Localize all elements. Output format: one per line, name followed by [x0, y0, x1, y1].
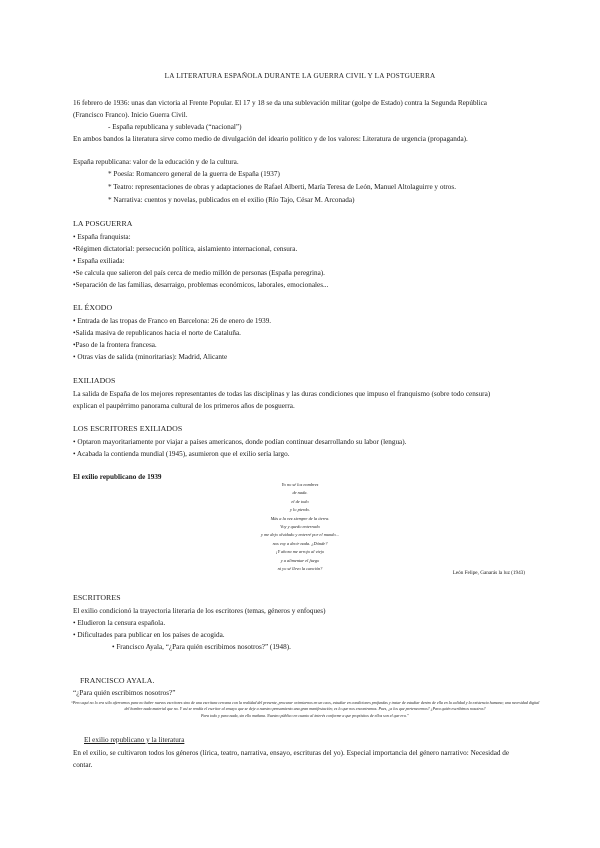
list-item: • España exiliada:	[73, 257, 125, 265]
section-heading: EL ÉXODO	[73, 303, 113, 312]
block-quote	[70, 700, 540, 719]
quote-text: Para todo y para nada, sin ello mañana. Nuestro público en cuanto al interés conforme a que propósitos de ellos son el que era.”	[201, 712, 409, 718]
paragraph-line: La salida de España de los mejores representantes de todas las disciplinas y las duras condiciones que impuso el franquismo (sobre todo censura)	[73, 390, 491, 398]
list-item: •Se calcula que salieron del país cerca de medio millón de personas (España peregrina).	[73, 269, 325, 277]
poem-line: y a alimentar el fuego	[280, 557, 320, 563]
list-item: • Optaron mayoritariamente por viajar a países americanos, donde podían continuar desarrollando su labor (lengua).	[73, 438, 407, 446]
poem-line: ni yo sé llevo la canción?	[277, 566, 323, 572]
paragraph-line: contar.	[73, 761, 93, 769]
section-heading: FRANCISCO AYALA.	[80, 676, 155, 685]
list-item: • España franquista:	[73, 233, 131, 241]
section-heading: EXILIADOS	[73, 376, 116, 385]
poem-attribution: León Felipe, Ganarás la luz (1943)	[452, 570, 525, 576]
paragraph-line: En el exilio, se cultivaron todos los géneros (lírica, teatro, narrativa, ensayo, escrituras del yo). Especial importancia del género narrativo: Necesidad de	[73, 749, 510, 757]
intro-line: En ambos bandos la literatura sirve como medio de divulgación del ideario político y de los valores: Literatura de urgencia (propaganda).	[73, 135, 468, 143]
poem-line: Más a la vez siempre de la tierra.	[270, 515, 330, 521]
poem-line: nos voy a decir nada. ¿Dónde?	[272, 540, 328, 546]
poem	[150, 481, 450, 573]
list-item: • Francisco Ayala, “¿Para quién escribimos nosotros?” (1948).	[112, 643, 291, 651]
list-item: • Acabada la contienda mundial (1945), asumieron que el exilio sería largo.	[73, 450, 290, 458]
list-item: •Separación de las familias, desarraigo, problemas económicos, laborales, emocionales...	[73, 281, 329, 289]
poem-line: de nada.	[292, 490, 308, 496]
quote-text: “Pero aquí no lo era sólo aferrarnos para no haber nuevos escritores sino de una escritura cercana con la realidad del presente, procurar orientarnos en un caos, estudiar en condiciones profundas y tratar de estudiar dentro de ella en la calidad y la existencia humana; una necesidad digital del hombre nada material que no. Y así se rendía el escritor al ensayo que se deje a nuestro pensamiento una gran manifestación; es lo que nos encontramos. Pues, ¿a los que pertenecemos? ¿Para quién escribimos nosotros?	[70, 700, 540, 712]
section-text: España republicana: valor de la educación y de la cultura.	[73, 158, 239, 166]
poem-line: Voy y quedo enterrado	[280, 524, 320, 530]
list-item: • Dificultades para publicar en los países de acogida.	[73, 631, 225, 639]
intro-line: (Francisco Franco). Inicio Guerra Civil.	[73, 111, 188, 119]
section-heading: El exilio republicano y la literatura	[84, 736, 185, 744]
list-item: * Teatro: representaciones de obras y adaptaciones de Rafael Alberti, María Teresa de León, Manuel Altolaguirre y otros.	[108, 183, 456, 191]
section-heading: El exilio republicano de 1939	[73, 473, 162, 481]
list-item: * Narrativa: cuentos y novelas, publicados en el exilio (Río Tajo, César M. Arconada)	[108, 196, 355, 204]
list-item: •Paso de la frontera francesa.	[73, 341, 157, 349]
poem-line: y me dejo olvidado y enterré por el mundo...	[261, 532, 339, 538]
poem-line: ¡Y ahora me arrojo al viejo	[275, 549, 325, 555]
list-item: •Salida masiva de republicanos hacia el norte de Cataluña.	[73, 329, 241, 337]
list-item: •Régimen dictatorial: persecución política, aislamiento internacional, censura.	[73, 245, 298, 253]
list-item: El exilio condicionó la trayectoria literaria de los escritores (temas, géneros y enfoques)	[73, 607, 326, 615]
poem-line: Yo no sé los nombres	[281, 482, 319, 487]
poem-line: el de todo	[291, 498, 309, 504]
page-title: LA LITERATURA ESPAÑOLA DURANTE LA GUERRA CIVIL Y LA POSTGUERRA	[164, 72, 436, 80]
poem-line: y lo pierdo.	[290, 507, 310, 513]
section-heading: LOS ESCRITORES EXILIADOS	[73, 424, 183, 433]
section-heading: ESCRITORES	[73, 593, 121, 602]
intro-line: 16 febrero de 1936: unas dan victoria al Frente Popular. El 17 y 18 se da una sublevación militar (golpe de Estado) contra la Segunda República	[73, 99, 487, 107]
subheading: “¿Para quién escribimos nosotros?”	[73, 689, 176, 697]
list-item: • Entrada de las tropas de Franco en Barcelona: 26 de enero de 1939.	[73, 317, 272, 325]
list-item: • Otras vías de salida (minoritarias): Madrid, Alicante	[73, 353, 228, 361]
section-heading: LA POSGUERRA	[73, 219, 133, 228]
list-item: • Eludieron la censura española.	[73, 619, 166, 627]
intro-line: - España republicana y sublevada (“nacional”)	[108, 123, 242, 131]
paragraph-line: explican el paupérrimo panorama cultural de los primeros años de posguerra.	[73, 402, 295, 410]
list-item: * Poesía: Romancero general de la guerra de España (1937)	[108, 170, 280, 178]
